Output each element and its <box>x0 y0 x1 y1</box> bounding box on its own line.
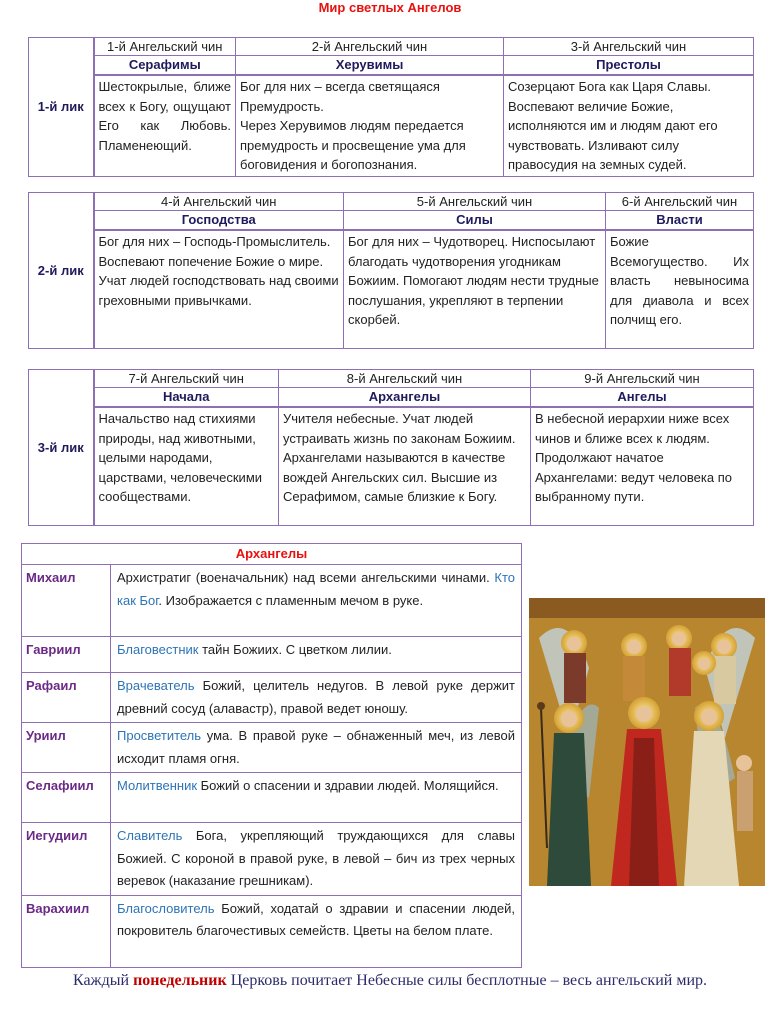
chin-number: 5-й Ангельский чин <box>344 193 606 211</box>
archangel-name: Селафиил <box>22 773 111 823</box>
chin-description <box>236 75 504 176</box>
chin-description-line: Бог для них – всегда светящаяся Премудрость. <box>240 79 440 114</box>
chin-number: 3-й Ангельский чин <box>504 38 754 56</box>
archangel-desc-text: Божий, целитель недугов. В левой руке держит древний сосуд (алавастр), правой ведет юношу. <box>117 678 516 716</box>
chin-description: Божие Всемогущество. Их власть невыносима для диавола и всех полчищ его. <box>606 230 754 348</box>
archangel-epithet: Молитвенник <box>117 778 198 793</box>
archangel-desc-text: тайн Божиих. С цветком лилии. <box>198 642 392 657</box>
archangel-epithet: Врачеватель <box>117 678 195 693</box>
chin-number: 1-й Ангельский чин <box>94 38 236 56</box>
chin-number: 6-й Ангельский чин <box>606 193 754 211</box>
chin-number: 2-й Ангельский чин <box>236 38 504 56</box>
chin-name: Архангелы <box>279 388 531 408</box>
archangels-table <box>21 543 522 968</box>
footer-highlight: понедельник <box>133 972 227 989</box>
archangel-epithet: Просветитель <box>117 728 202 743</box>
archangel-epithet: Благословитель <box>117 900 215 916</box>
lik-label: 1-й лик <box>29 38 94 177</box>
archangels-icon-painting <box>529 598 765 886</box>
chin-number: 4-й Ангельский чин <box>94 193 344 211</box>
chin-name: Начала <box>94 388 279 408</box>
archangel-description <box>111 637 522 673</box>
chin-number: 7-й Ангельский чин <box>94 370 279 388</box>
archangel-description <box>111 823 522 896</box>
archangels-icon-image <box>529 598 765 886</box>
lik-table-2 <box>28 192 754 349</box>
chin-name: Херувимы <box>236 56 504 76</box>
archangel-desc-text: ума. В правой руке – обнаженный меч, из левой исходит пламя огня. <box>117 728 516 766</box>
lik-table-1 <box>28 37 754 177</box>
archangel-epithet: Благовестник <box>117 642 199 657</box>
chin-name: Силы <box>344 211 606 231</box>
chin-description: Бог для них – Чудотворец. Ниспосылают благодать чудотворения угодникам Божиим. Помогают людям нести трудные послушания, укрепляют в терпении скорбей. <box>344 230 606 348</box>
chin-number: 9-й Ангельский чин <box>531 370 754 388</box>
archangel-description <box>111 565 522 637</box>
chin-name: Власти <box>606 211 754 231</box>
lik-table-3 <box>28 369 754 526</box>
archangel-desc-text: Божий о спасении и здравии людей. Молящийся. <box>197 778 499 793</box>
chin-description: Начальство над стихиями природы, над животными, целыми народами, царствами, человеческими сообществами. <box>94 407 279 525</box>
chin-name: Господства <box>94 211 344 231</box>
archangel-desc-text: Архистратиг (военачальник) над всеми ангельскими чинами. <box>117 570 495 585</box>
archangel-name: Рафаил <box>22 673 111 723</box>
archangel-epithet: Кто как Бог <box>117 570 516 608</box>
page-title: Мир светлых Ангелов <box>318 0 462 15</box>
chin-name: Ангелы <box>531 388 754 408</box>
chin-name: Серафимы <box>94 56 236 76</box>
archangel-desc-text: Бога, укрепляющий труждающихся для славы Божией. С короной в правой руке, в левой – бич из трех черных веревок (наказание грешникам). <box>117 828 516 888</box>
archangel-name: Иегудиил <box>22 823 111 896</box>
archangel-name: Михаил <box>22 565 111 637</box>
archangel-epithet: Славитель <box>117 828 183 843</box>
chin-description: Созерцают Бога как Царя Славы. Воспевают величие Божие, исполняются им и людям дают его чувствовать. Изливают силу правосудия на земных судей. <box>504 75 754 176</box>
footer-text: Церковь почитает Небесные силы бесплотные – весь ангельский мир. <box>226 972 708 989</box>
archangel-description <box>111 723 522 773</box>
archangels-header: Архангелы <box>22 544 522 565</box>
archangel-desc-text: Божий, ходатай о здравии и спасении людей, покровитель благочестивых семейств. Цветы на белом плате. <box>117 900 516 938</box>
chin-description: В небесной иерархии ниже всех чинов и ближе всех к людям. Продолжают начатое Архангелами: ведут человека по выбранному пути. <box>531 407 754 525</box>
archangel-name: Варахиил <box>22 895 111 967</box>
archangel-description <box>111 773 522 823</box>
archangel-name: Уриил <box>22 723 111 773</box>
lik-label: 3-й лик <box>29 370 94 526</box>
chin-name: Престолы <box>504 56 754 76</box>
footer-text: Каждый <box>72 972 134 989</box>
archangel-description <box>111 673 522 723</box>
chin-description-line: Через Херувимов людям передается премудрость и просвещение ума для боговидения и богопознания. <box>240 118 466 172</box>
chin-description: Учителя небесные. Учат людей устраивать жизнь по законам Божиим. Архангелами называются в качестве вождей Ангельских сил. Высшие из Серафимом, самые близкие к Богу. <box>279 407 531 525</box>
archangel-description <box>111 895 522 967</box>
archangel-name: Гавриил <box>22 637 111 673</box>
chin-description: Шестокрылые, ближе всех к Богу, ощущают Его как Любовь. Пламенеющий. <box>94 75 236 176</box>
footer-note <box>0 972 780 990</box>
lik-label: 2-й лик <box>29 193 94 349</box>
chin-description: Бог для них – Господь-Промыслитель. Воспевают попечение Божие о мире. Учат людей господствовать над своими греховными привычками. <box>94 230 344 348</box>
archangel-desc-text: . Изображается с пламенным мечом в руке. <box>158 592 424 608</box>
chin-number: 8-й Ангельский чин <box>279 370 531 388</box>
